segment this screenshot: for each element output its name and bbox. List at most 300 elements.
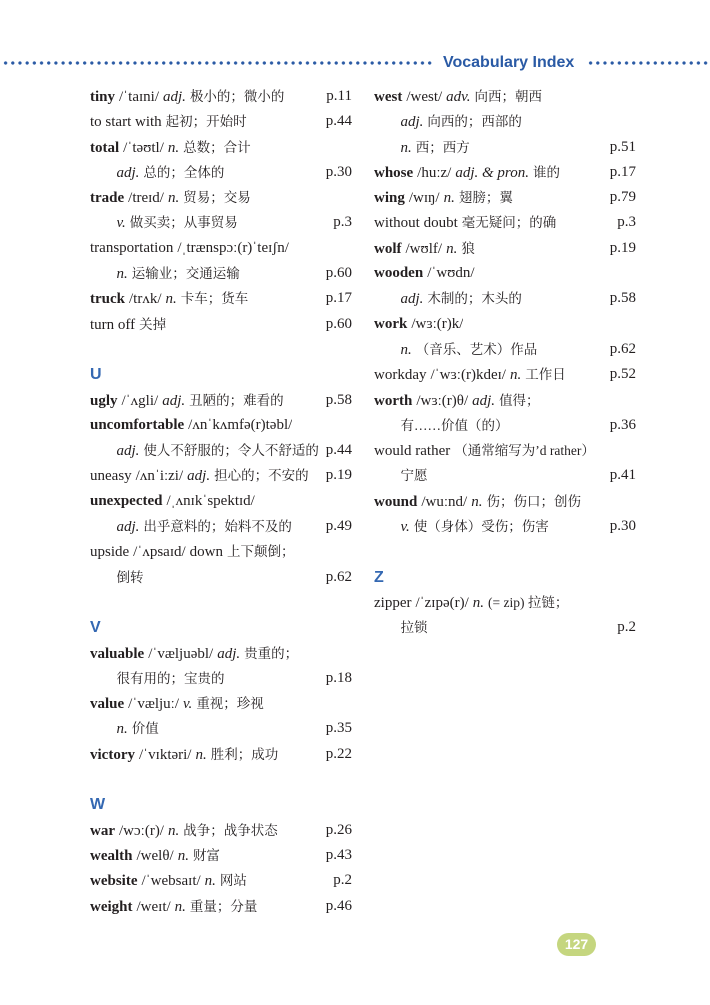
- page-reference: p.62: [325, 568, 352, 585]
- page-reference: p.62: [609, 340, 636, 357]
- headword: valuable: [90, 645, 145, 662]
- part-of-speech: v.: [400, 519, 410, 536]
- index-column-right: [374, 84, 636, 641]
- entry-text: [117, 438, 319, 463]
- entry-line: [90, 109, 352, 134]
- definition: 倒转: [116, 569, 144, 585]
- entry-line: [374, 590, 636, 615]
- entry-text: [90, 894, 257, 919]
- phonetic: /ˈtəʊtl/: [123, 139, 164, 156]
- entry-text: [90, 868, 247, 893]
- part-of-speech: adj.: [217, 645, 241, 662]
- page-reference: p.35: [325, 720, 352, 737]
- entry-text: [117, 716, 159, 741]
- entry-text: [90, 236, 289, 261]
- entry-text: [117, 210, 238, 235]
- entry-line: [374, 210, 636, 235]
- entry-text: [117, 514, 292, 539]
- index-entry: [374, 590, 636, 641]
- page-reference: p.41: [609, 467, 636, 484]
- part-of-speech: n.: [165, 291, 177, 308]
- part-of-speech: n.: [116, 266, 128, 283]
- index-entry: [90, 463, 352, 488]
- entry-text: [117, 261, 240, 286]
- page-reference: p.3: [617, 214, 636, 231]
- entry-text: [90, 691, 264, 716]
- index-entry: [374, 185, 636, 210]
- definition: 关掉: [139, 316, 167, 332]
- entry-line: [90, 641, 352, 666]
- section-letter: Z: [374, 568, 384, 586]
- entry-line: [90, 565, 352, 590]
- entry-text: [90, 109, 247, 134]
- index-entry: [90, 109, 352, 134]
- part-of-speech: n.: [174, 898, 186, 915]
- definition: (= zip) 拉链；: [488, 594, 569, 610]
- index-column-left: [90, 84, 352, 919]
- headword: to start with: [90, 114, 162, 131]
- headword: wealth: [90, 847, 133, 864]
- part-of-speech: n.: [471, 493, 483, 510]
- entry-line: [90, 185, 352, 210]
- entry-line: [374, 109, 636, 134]
- definition: 重视；珍视: [196, 696, 264, 712]
- definition: 使（身体）受伤；伤害: [413, 519, 549, 535]
- index-entry: [90, 312, 352, 337]
- entry-text: [374, 185, 513, 210]
- definition: 拉锁: [400, 620, 428, 636]
- phonetic: /wɪŋ/: [408, 190, 440, 207]
- entry-text: [90, 413, 292, 438]
- phonetic: /wuːnd/: [421, 493, 468, 510]
- index-entry: [90, 894, 352, 919]
- entry-text: [374, 438, 595, 463]
- headword: without doubt: [374, 215, 458, 232]
- page-reference: p.17: [325, 290, 352, 307]
- entry-text: [117, 565, 144, 590]
- entry-line: [374, 185, 636, 210]
- entry-text: [374, 84, 542, 109]
- headword: would rather: [374, 443, 451, 460]
- index-section: [90, 84, 352, 337]
- part-of-speech: adj.: [400, 114, 424, 131]
- phonetic: /ˈvæljuəbl/: [148, 645, 214, 662]
- headword: zipper: [374, 594, 412, 611]
- index-entry: [90, 742, 352, 767]
- definition: 价值: [131, 721, 159, 737]
- headword: truck: [90, 291, 125, 308]
- index-section: [374, 565, 636, 641]
- entry-line: [90, 843, 352, 868]
- index-entry: [374, 210, 636, 235]
- entry-line: [374, 160, 636, 185]
- section-letter: V: [90, 619, 101, 637]
- index-entry: [374, 438, 636, 489]
- entry-line: [90, 539, 352, 564]
- definition: 宁愿: [400, 468, 428, 484]
- page-reference: p.30: [609, 518, 636, 535]
- entry-line: [90, 84, 352, 109]
- headword: tiny: [90, 89, 116, 105]
- phonetic: /west/: [406, 89, 443, 105]
- index-entry: [90, 539, 352, 590]
- part-of-speech: n.: [177, 847, 189, 864]
- headword: transportation: [90, 239, 174, 256]
- entry-line: [374, 463, 636, 488]
- phonetic: /ˈwɜː(r)kdeɪ/: [430, 367, 506, 384]
- part-of-speech: n.: [509, 367, 522, 384]
- page-reference: p.49: [325, 518, 352, 535]
- entry-text: [374, 160, 560, 185]
- index-entry: [374, 362, 636, 387]
- phonetic: /ʌnˈkʌmfə(r)təbl/: [188, 416, 293, 433]
- headword: wing: [374, 190, 405, 207]
- definition: （通常缩写为’d rather）: [454, 443, 595, 459]
- part-of-speech: n.: [443, 190, 455, 207]
- part-of-speech: adj.: [163, 89, 186, 105]
- entry-text: [374, 590, 568, 615]
- entry-text: [90, 843, 220, 868]
- definition: 重量；分量: [189, 898, 258, 914]
- entry-line: [90, 894, 352, 919]
- entry-text: [401, 109, 522, 134]
- index-entry: [374, 489, 636, 540]
- phonetic: /ˈzɪpə(r)/: [415, 594, 469, 611]
- part-of-speech: n.: [204, 873, 216, 890]
- index-entry: [374, 236, 636, 261]
- page-reference: p.60: [325, 265, 352, 282]
- headword: website: [90, 873, 138, 890]
- part-of-speech: adj.: [116, 164, 140, 181]
- definition: 胜利；成功: [210, 746, 279, 762]
- page-reference: p.79: [609, 189, 636, 206]
- index-entry: [374, 261, 636, 312]
- index-entry: [90, 413, 352, 464]
- entry-text: [374, 312, 463, 337]
- entry-text: [401, 615, 428, 640]
- phonetic: /ˈvæljuː/: [128, 696, 180, 713]
- page-reference: p.43: [325, 846, 352, 863]
- index-entry: [90, 868, 352, 893]
- definition: （音乐、艺术）作品: [415, 341, 538, 357]
- entry-text: [90, 312, 166, 337]
- phonetic: /ˈvɪktəri/: [138, 746, 192, 763]
- definition: 战争；战争状态: [183, 822, 278, 838]
- page-reference: p.30: [325, 163, 352, 180]
- index-entry: [90, 185, 352, 236]
- headword: worth: [374, 392, 413, 409]
- index-section: [90, 615, 352, 767]
- entry-line: [90, 135, 352, 160]
- headword: wound: [374, 493, 418, 510]
- definition: 运输业；交通运输: [131, 266, 240, 282]
- entry-text: [401, 286, 522, 311]
- part-of-speech: v.: [116, 215, 126, 232]
- index-entry: [90, 489, 352, 540]
- phonetic: /ˈwʊdn/: [427, 265, 475, 282]
- definition: 担心的；不安的: [214, 468, 309, 484]
- entry-line: [90, 489, 352, 514]
- entry-line: [90, 261, 352, 286]
- part-of-speech: adj.: [187, 468, 211, 485]
- index-entry: [90, 641, 352, 692]
- phonetic: /weɪt/: [136, 898, 171, 915]
- entry-text: [90, 539, 295, 564]
- part-of-speech: n.: [167, 822, 180, 839]
- entry-text: [90, 489, 255, 514]
- headword: wolf: [374, 240, 402, 257]
- entry-text: [90, 286, 248, 311]
- phonetic: /ˈwebsaɪt/: [141, 873, 201, 890]
- headword: upside: [90, 544, 130, 561]
- entry-line: [374, 337, 636, 362]
- index-entry: [374, 312, 636, 363]
- headword-continuation: down: [189, 544, 224, 561]
- headword: wooden: [374, 265, 424, 282]
- definition: 伤；伤口；创伤: [486, 493, 581, 509]
- entry-line: [374, 261, 636, 286]
- page-reference: p.58: [325, 391, 352, 408]
- entry-line: [90, 438, 352, 463]
- entry-text: [374, 489, 581, 514]
- definition: 狼: [461, 240, 475, 256]
- headword: turn off: [90, 316, 136, 333]
- headword: uneasy: [90, 468, 132, 485]
- phonetic: /treɪd/: [128, 190, 164, 207]
- part-of-speech: n.: [116, 721, 128, 738]
- entry-text: [90, 641, 298, 666]
- definition: 极小的；微小的: [189, 89, 285, 104]
- part-of-speech: n.: [167, 190, 180, 207]
- headword: value: [90, 696, 125, 713]
- headword: trade: [90, 190, 125, 207]
- page-reference: p.26: [325, 821, 352, 838]
- definition: 很有用的；宝贵的: [116, 670, 225, 686]
- page-reference: p.11: [326, 88, 352, 104]
- entry-line: [90, 210, 352, 235]
- page-reference: p.51: [609, 138, 636, 155]
- entry-text: [117, 160, 225, 185]
- entry-line: [374, 135, 636, 160]
- entry-line: [374, 489, 636, 514]
- definition: 上下颠倒；: [227, 544, 295, 560]
- entry-text: [374, 261, 475, 286]
- page-reference: p.44: [325, 442, 352, 459]
- page-reference: p.18: [325, 669, 352, 686]
- index-entry: [90, 135, 352, 186]
- entry-line: [374, 236, 636, 261]
- part-of-speech: n.: [400, 139, 412, 156]
- phonetic: /ˈʌgli/: [121, 392, 159, 409]
- part-of-speech: adv.: [446, 89, 471, 105]
- page-reference: p.46: [325, 897, 352, 914]
- page-reference: p.58: [609, 290, 636, 307]
- entry-text: [90, 135, 251, 160]
- definition: 有……价值（的）: [400, 417, 509, 433]
- index-section: [90, 362, 352, 590]
- headword: victory: [90, 746, 135, 763]
- phonetic: /wɜː(r)k/: [411, 315, 464, 332]
- index-entry: [374, 84, 636, 160]
- entry-line: [374, 413, 636, 438]
- headword: unexpected: [90, 492, 163, 509]
- definition: 值得；: [499, 392, 540, 408]
- header-title: Vocabulary Index: [443, 54, 575, 71]
- page-reference: p.17: [609, 163, 636, 180]
- index-section: [90, 792, 352, 918]
- definition: 贸易；交易: [183, 190, 251, 206]
- page-reference: p.2: [333, 872, 352, 889]
- header-dotted-rule-left: [2, 60, 434, 66]
- entry-line: [90, 236, 352, 261]
- index-entry: [90, 388, 352, 413]
- index-entry: [90, 286, 352, 311]
- phonetic: /wʊlf/: [405, 240, 443, 257]
- index-entry: [374, 160, 636, 185]
- entry-text: [401, 413, 509, 438]
- definition: 起初；开始时: [165, 114, 247, 130]
- entry-line: [90, 868, 352, 893]
- entry-line: [374, 514, 636, 539]
- headword: uncomfortable: [90, 416, 185, 433]
- entry-line: [90, 691, 352, 716]
- entry-line: [374, 84, 636, 109]
- definition: 财富: [192, 847, 220, 863]
- part-of-speech: v.: [183, 696, 193, 713]
- header-dotted-rule-right: [587, 60, 710, 66]
- entry-line: [90, 286, 352, 311]
- part-of-speech: n.: [167, 139, 180, 156]
- definition: 卡车；货车: [180, 291, 249, 307]
- page-reference: p.52: [609, 366, 636, 383]
- page-reference: p.22: [325, 745, 352, 762]
- phonetic: /wɔː(r)/: [119, 822, 164, 839]
- entry-text: [117, 666, 225, 691]
- definition: 网站: [219, 873, 247, 889]
- section-letter: U: [90, 366, 102, 384]
- index-entry: [90, 84, 352, 109]
- entry-text: [374, 362, 566, 387]
- definition: 贵重的；: [244, 645, 299, 661]
- page-reference: p.44: [325, 113, 352, 130]
- entry-line: [90, 666, 352, 691]
- entry-line: [90, 818, 352, 843]
- definition: 使人不舒服的；令人不舒适的: [143, 443, 319, 459]
- index-section: [374, 84, 636, 539]
- part-of-speech: n.: [472, 594, 485, 611]
- headword: war: [90, 822, 115, 839]
- definition: 工作日: [525, 367, 566, 383]
- entry-text: [90, 185, 251, 210]
- definition: 总的；全体的: [143, 164, 225, 180]
- part-of-speech: n.: [400, 341, 412, 358]
- entry-line: [90, 388, 352, 413]
- entry-text: [90, 463, 309, 488]
- entry-text: [401, 463, 428, 488]
- headword: workday: [374, 367, 427, 384]
- entry-line: [90, 463, 352, 488]
- phonetic: /ʌnˈiːzi/: [135, 468, 184, 485]
- headword: weight: [90, 898, 133, 915]
- headword: ugly: [90, 392, 118, 409]
- phonetic: /wɜː(r)θ/: [416, 392, 469, 409]
- definition: 向西的；西部的: [427, 114, 522, 130]
- definition: 毫无疑问；的确: [461, 215, 557, 231]
- page-reference: p.60: [325, 315, 352, 332]
- phonetic: /ˌʌnɪkˈspektɪd/: [166, 492, 255, 509]
- entry-line: [374, 362, 636, 387]
- entry-line: [374, 286, 636, 311]
- entry-line: [374, 388, 636, 413]
- part-of-speech: adj.: [400, 291, 424, 308]
- page-reference: p.19: [325, 467, 352, 484]
- entry-line: [374, 312, 636, 337]
- definition: 出乎意料的；始料不及的: [143, 519, 292, 535]
- phonetic: /huːz/: [417, 164, 452, 181]
- part-of-speech: n.: [446, 240, 458, 257]
- index-entry: [90, 236, 352, 287]
- entry-text: [90, 742, 278, 767]
- entry-line: [374, 438, 636, 463]
- page-reference: p.3: [333, 214, 352, 231]
- part-of-speech: adj.: [116, 443, 140, 460]
- entry-line: [90, 716, 352, 741]
- phonetic: /ˈʌpsaɪd/: [133, 544, 186, 561]
- part-of-speech: adj.: [162, 392, 186, 409]
- headword: work: [374, 315, 408, 332]
- definition: 翅膀；翼: [458, 190, 513, 206]
- definition: 谁的: [532, 164, 560, 180]
- part-of-speech: n.: [195, 746, 207, 763]
- entry-text: [90, 388, 284, 413]
- index-entry: [90, 818, 352, 843]
- entry-text: [401, 337, 538, 362]
- page-number-badge: [557, 933, 596, 956]
- entry-text: [401, 514, 549, 539]
- headword: total: [90, 139, 120, 156]
- definition: 丑陋的；难看的: [189, 392, 284, 408]
- entry-line: [90, 742, 352, 767]
- index-entry: [374, 388, 636, 439]
- page-reference: p.2: [617, 619, 636, 636]
- entry-line: [374, 615, 636, 640]
- entry-text: [90, 84, 284, 109]
- page-reference: p.19: [609, 239, 636, 256]
- entry-text: [374, 236, 475, 261]
- phonetic: /ˌtrænspɔː(r)ˈteɪʃn/: [177, 239, 289, 256]
- page-number: 127: [564, 936, 589, 952]
- entry-text: [401, 135, 470, 160]
- page-reference: p.36: [609, 416, 636, 433]
- entry-line: [90, 413, 352, 438]
- definition: 木制的；木头的: [427, 291, 522, 307]
- definition: 做买卖；从事贸易: [129, 215, 238, 231]
- definition: 总数；合计: [183, 139, 251, 155]
- entry-text: [90, 818, 278, 843]
- headword: west: [374, 89, 403, 105]
- definition: 向西；朝西: [474, 89, 542, 104]
- entry-line: [90, 514, 352, 539]
- entry-line: [90, 160, 352, 185]
- entry-text: [374, 388, 540, 413]
- section-letter: W: [90, 796, 106, 814]
- entry-line: [90, 312, 352, 337]
- part-of-speech: adj.: [472, 392, 496, 409]
- definition: 西；西方: [415, 139, 470, 155]
- part-of-speech: adj.: [116, 519, 140, 536]
- phonetic: /trʌk/: [129, 291, 162, 308]
- phonetic: /ˈtaɪni/: [119, 89, 160, 105]
